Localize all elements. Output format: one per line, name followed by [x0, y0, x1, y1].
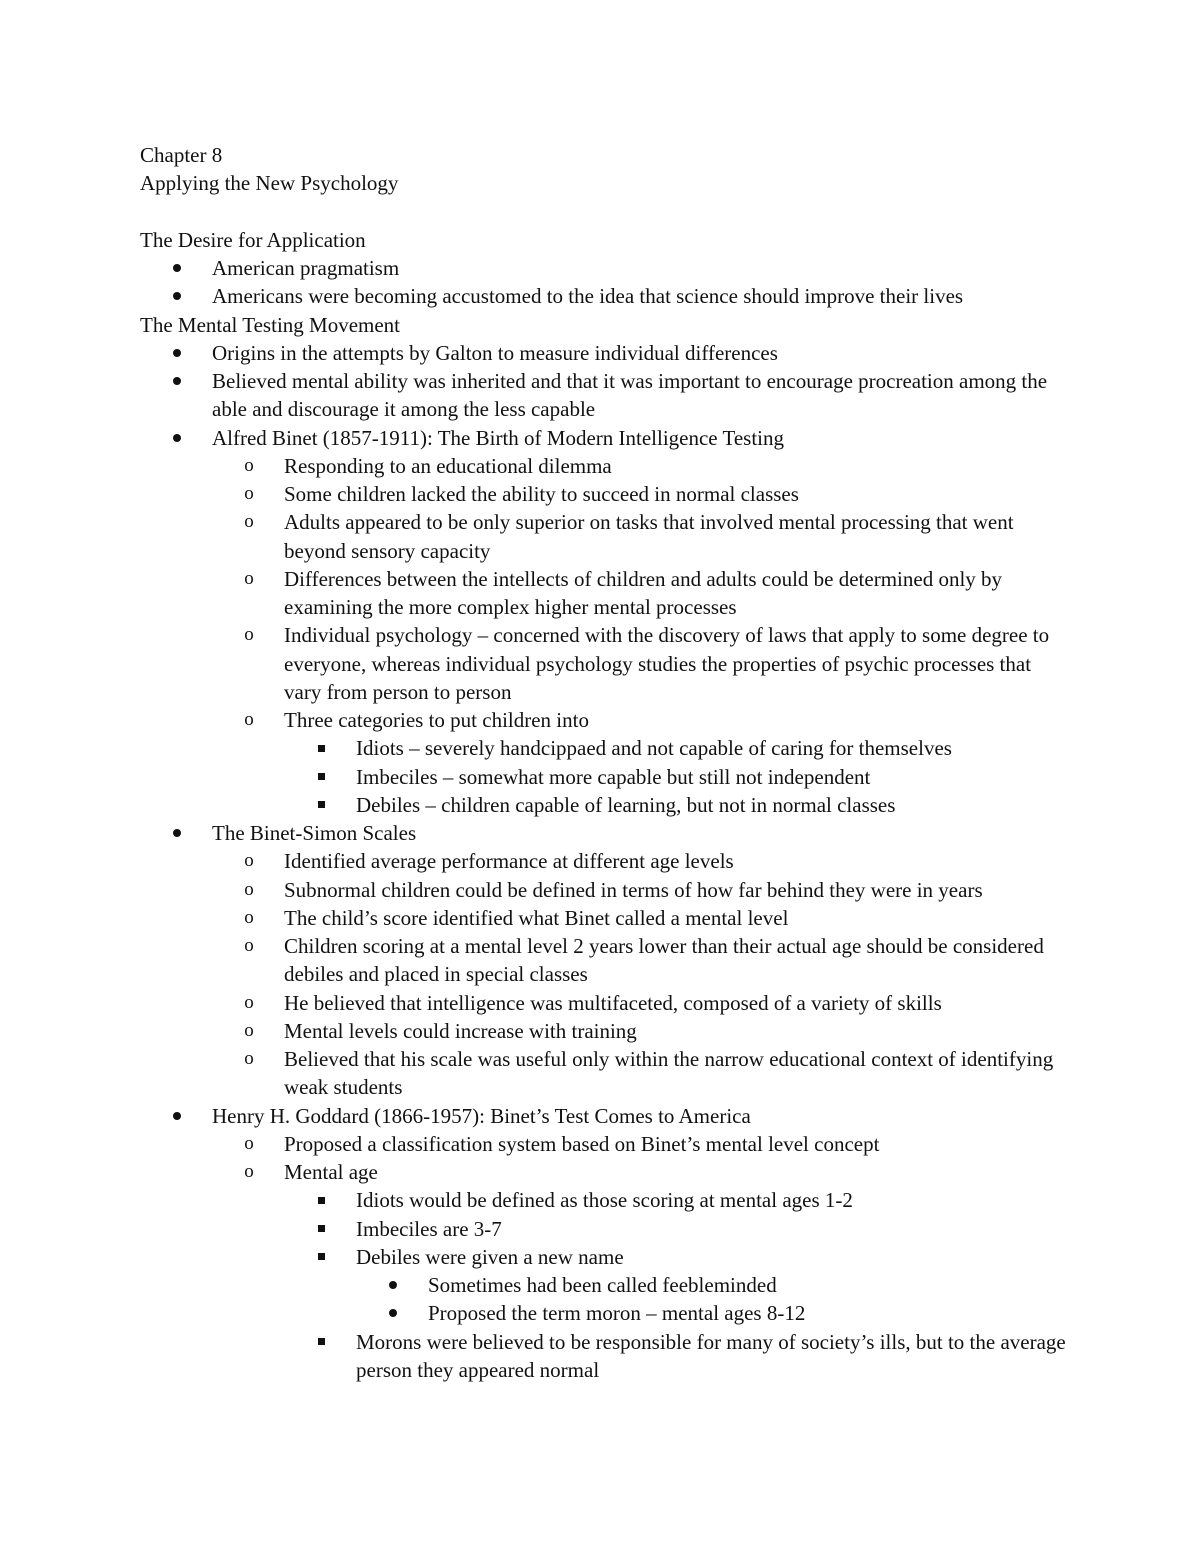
- list-item: [212, 480, 1070, 508]
- list-item-text: Children scoring at a mental level 2 years lower than their actual age should be considered debiles and placed in special classes: [284, 934, 1044, 987]
- list-item-text: The child’s score identified what Binet called a mental level: [284, 905, 789, 930]
- list-item-text: Imbeciles – somewhat more capable but still not independent: [356, 764, 871, 789]
- bullet-square-icon: [316, 1243, 326, 1271]
- list-item-text: Origins in the attempts by Galton to measure individual differences: [212, 340, 778, 365]
- list-item: [140, 367, 1070, 424]
- list-item: [212, 706, 1070, 819]
- bullet-square-icon: [316, 791, 326, 819]
- bullet-dot-icon: [171, 424, 183, 452]
- list-item-text: Morons were believed to be responsible for many of society’s ills, but to the average person they appeared normal: [356, 1329, 1066, 1382]
- list-item-text: Responding to an educational dilemma: [284, 453, 612, 478]
- list-item: [212, 847, 1070, 875]
- bullet-dot-icon: [171, 367, 183, 395]
- bullet-circle-icon: [242, 847, 256, 875]
- list-item: [284, 1186, 1070, 1214]
- list-item-text: Differences between the intellects of children and adults could be determined only by examining the more complex higher mental processes: [284, 566, 1003, 619]
- chapter-title: Applying the New Psychology: [140, 171, 399, 196]
- bullet-square-icon: [316, 1215, 326, 1243]
- bullet-circle-icon: [242, 452, 256, 480]
- list-item-text: Debiles – children capable of learning, but not in normal classes: [356, 792, 896, 817]
- list-item: [212, 932, 1070, 989]
- bullet-dot-icon: [171, 339, 183, 367]
- list-item: [284, 763, 1070, 791]
- list-item-text: Proposed a classification system based on Binet’s mental level concept: [284, 1131, 880, 1156]
- list-item: [140, 282, 1070, 310]
- bullet-circle-icon: [242, 904, 256, 932]
- list-item-text: Alfred Binet (1857-1911): The Birth of Modern Intelligence Testing: [212, 425, 785, 450]
- list-item-text: Subnormal children could be defined in terms of how far behind they were in years: [284, 877, 983, 902]
- bullet-circle-icon: [242, 989, 256, 1017]
- bullet-square-icon: [316, 734, 326, 762]
- list-item-text: Americans were becoming accustomed to the idea that science should improve their lives: [212, 284, 964, 309]
- chapter-number: Chapter 8: [140, 143, 223, 167]
- list-item-text: Believed mental ability was inherited and that it was important to encourage procreation among the able and discourage it among the less capable: [212, 369, 1048, 422]
- bullet-circle-icon: [242, 1017, 256, 1045]
- bullet-circle-icon: [242, 876, 256, 904]
- list-item: [140, 819, 1070, 1102]
- bullet-circle-icon: [242, 932, 256, 960]
- list-item: [284, 734, 1070, 762]
- list-item-text: Mental levels could increase with training: [284, 1018, 637, 1043]
- list-item: [140, 254, 1070, 282]
- list-item: [212, 621, 1070, 706]
- bullet-circle-icon: [242, 565, 256, 593]
- list-item: [284, 1243, 1070, 1328]
- list-item-text: Henry H. Goddard (1866-1957): Binet’s Test Comes to America: [212, 1103, 751, 1128]
- bullet-dot-icon: [171, 1102, 183, 1130]
- list-item-text: Identified average performance at different age levels: [284, 849, 734, 874]
- list-item-text: Believed that his scale was useful only within the narrow educational context of identifying weak students: [284, 1047, 1054, 1100]
- list-item: [212, 989, 1070, 1017]
- blank-line: [140, 198, 1070, 226]
- outline: [140, 226, 1070, 1384]
- list-item-text: Three categories to put children into: [284, 708, 589, 732]
- list-item: [212, 1130, 1070, 1158]
- bullet-circle-icon: [242, 1130, 256, 1158]
- list-item: [212, 1158, 1070, 1384]
- list-item-text: He believed that intelligence was multifaceted, composed of a variety of skills: [284, 990, 942, 1015]
- list-item: [212, 1045, 1070, 1102]
- list-item: [140, 1102, 1070, 1385]
- list-item-text: American pragmatism: [212, 256, 400, 280]
- bullet-list-level-3: [284, 1186, 1070, 1384]
- bullet-dot-icon: [387, 1299, 399, 1327]
- list-item: [356, 1299, 1070, 1327]
- list-item: [284, 1328, 1070, 1385]
- bullet-list-level-1: [140, 254, 1070, 311]
- list-item-text: Imbeciles are 3-7: [356, 1216, 502, 1241]
- bullet-list-level-2: [212, 847, 1070, 1101]
- bullet-circle-icon: [242, 1045, 256, 1073]
- bullet-list-level-1: [140, 339, 1070, 1384]
- list-item: [356, 1271, 1070, 1299]
- list-item: [212, 904, 1070, 932]
- list-item-text: Sometimes had been called feebleminded: [428, 1273, 777, 1297]
- list-item: [212, 1017, 1070, 1045]
- list-item-text: Proposed the term moron – mental ages 8-12: [428, 1301, 806, 1326]
- list-item-text: The Binet-Simon Scales: [212, 821, 417, 845]
- list-item: [212, 565, 1070, 622]
- bullet-list-level-2: [212, 452, 1070, 819]
- list-item: [284, 1215, 1070, 1243]
- bullet-square-icon: [316, 1328, 326, 1356]
- list-item-text: Individual psychology – concerned with the discovery of laws that apply to some degree to everyone, whereas individual psychology studies the properties of psychic processes that vary from person to person: [284, 623, 1050, 704]
- bullet-square-icon: [316, 1186, 326, 1214]
- bullet-square-icon: [316, 763, 326, 791]
- list-item-text: Some children lacked the ability to succeed in normal classes: [284, 482, 799, 506]
- bullet-circle-icon: [242, 508, 256, 536]
- bullet-dot-icon: [171, 819, 183, 847]
- list-item: [140, 339, 1070, 367]
- section-heading: The Mental Testing Movement: [140, 312, 401, 337]
- bullet-list-level-3: [284, 734, 1070, 819]
- list-item-text: Idiots would be defined as those scoring at mental ages 1-2: [356, 1188, 853, 1213]
- list-item-text: Adults appeared to be only superior on tasks that involved mental processing that went beyond sensory capacity: [284, 510, 1014, 563]
- list-item-text: Debiles were given a new name: [356, 1244, 624, 1269]
- list-item: [212, 508, 1070, 565]
- bullet-dot-icon: [171, 282, 183, 310]
- bullet-dot-icon: [171, 254, 183, 282]
- list-item: [212, 876, 1070, 904]
- bullet-circle-icon: [242, 621, 256, 649]
- bullet-circle-icon: [242, 706, 256, 734]
- document-body: [140, 141, 1070, 1384]
- list-item: [140, 424, 1070, 820]
- bullet-circle-icon: [242, 480, 256, 508]
- bullet-list-level-2: [212, 1130, 1070, 1384]
- list-item: [212, 452, 1070, 480]
- bullet-circle-icon: [242, 1158, 256, 1186]
- list-item-text: Mental age: [284, 1160, 378, 1184]
- bullet-dot-icon: [387, 1271, 399, 1299]
- list-item-text: Idiots – severely handcippaed and not capable of caring for themselves: [356, 736, 952, 761]
- list-item: [284, 791, 1070, 819]
- section-heading: The Desire for Application: [140, 227, 366, 252]
- bullet-list-level-4: [356, 1271, 1070, 1328]
